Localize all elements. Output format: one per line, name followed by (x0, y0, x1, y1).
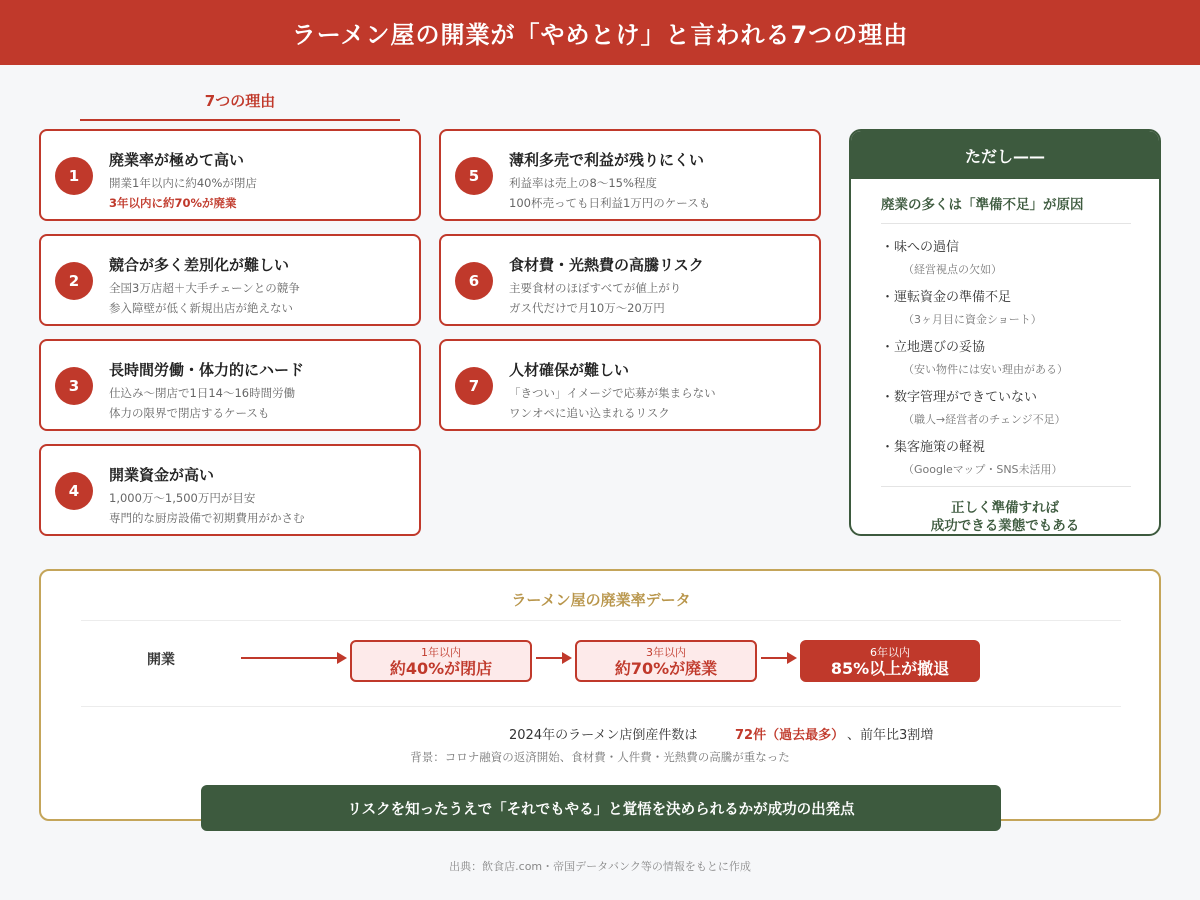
stage-label: 1年以内 (421, 646, 461, 659)
reason-title: 廃業率が極めて高い (109, 151, 245, 169)
reason-number-badge: 2 (55, 262, 93, 300)
divider (881, 486, 1131, 487)
reason-detail: 体力の限界で閉店するケースも (109, 406, 270, 420)
reason-number-badge: 6 (455, 262, 493, 300)
reason-title: 食材費・光熱費の高騰リスク (509, 256, 704, 274)
caveat-item-title: ・運転資金の準備不足 (881, 290, 1012, 305)
bankruptcy-stat-suffix: 、前年比3割増 (847, 728, 934, 743)
stage-value: 約40%が閉店 (389, 659, 493, 678)
flow-start-label: 開業 (147, 652, 175, 668)
flow-stage-6-years (800, 640, 980, 682)
reason-detail: ワンオペに追い込まれるリスク (509, 406, 670, 420)
caveat-item (881, 436, 1141, 477)
stage-value: 約70%が廃業 (614, 659, 718, 678)
caveat-item-title: ・集客施策の軽視 (881, 440, 986, 455)
stage-value: 85%以上が撤退 (830, 659, 950, 678)
reason-title: 開業資金が高い (109, 466, 215, 484)
caveat-item-title: ・立地選びの妥協 (881, 340, 986, 355)
reason-detail: 開業1年以内に約40%が閉店 (109, 176, 257, 190)
reason-detail: 100杯売っても日利益1万円のケースも (509, 196, 711, 210)
caveat-conclusion-line: 正しく準備すれば (951, 500, 1059, 516)
flow-stage-1-year (350, 640, 532, 682)
caveat-item-title: ・数字管理ができていない (881, 390, 1038, 405)
caveat-panel (849, 129, 1161, 536)
reason-card-1 (39, 129, 421, 221)
reason-card-3 (39, 339, 421, 431)
reason-title: 人材確保が難しい (509, 361, 630, 379)
caveat-item-note: （Googleマップ・SNS未活用） (903, 463, 1063, 476)
reason-number-badge: 7 (455, 367, 493, 405)
reason-detail: 全国3万店超＋大手チェーンとの競争 (109, 281, 300, 295)
stage-label: 3年以内 (646, 646, 686, 659)
caveat-item-note: （経営視点の欠如） (903, 263, 1002, 276)
caveat-item-note: （3ヶ月目に資金ショート） (903, 313, 1042, 326)
flow-stage-3-years (575, 640, 757, 682)
reason-detail: 仕込み〜閉店で1日14〜16時間労働 (109, 386, 296, 400)
bankruptcy-stat-highlight: 72件（過去最多） (735, 728, 845, 743)
reason-number-badge: 3 (55, 367, 93, 405)
page-title: ラーメン屋の開業が「やめとけ」と言われる7つの理由 (291, 21, 909, 49)
caveat-item-note: （職人→経営者のチェンジ不足） (903, 413, 1066, 426)
caveat-panel-subtitle: 廃業の多くは「準備不足」が原因 (881, 193, 1131, 224)
caveat-item (881, 236, 1141, 277)
reason-number-badge: 1 (55, 157, 93, 195)
reason-number-badge: 4 (55, 472, 93, 510)
data-box-title: ラーメン屋の廃業率データ (81, 589, 1121, 621)
reason-detail: 「きつい」イメージで応募が集まらない (509, 386, 716, 400)
reason-detail: 主要食材のほぼすべてが値上がり (509, 281, 682, 295)
reason-detail: 1,000万〜1,500万円が目安 (109, 491, 256, 505)
reason-detail-highlight: 3年以内に約70%が廃業 (109, 196, 237, 210)
reason-card-5 (439, 129, 821, 221)
caveat-item (881, 336, 1141, 377)
reason-title: 競合が多く差別化が難しい (109, 256, 290, 274)
reason-card-7 (439, 339, 821, 431)
reason-title: 長時間労働・体力的にハード (109, 361, 305, 379)
flow-arrow (241, 657, 345, 659)
flow-arrow (761, 657, 795, 659)
bankruptcy-stat-prefix: 2024年のラーメン店倒産件数は (509, 728, 698, 743)
caveat-item-note: （安い物件には安い理由がある） (903, 363, 1068, 376)
caveat-item (881, 386, 1141, 427)
reason-card-6 (439, 234, 821, 326)
source-footnote: 出典：飲食店.com・帝国データバンク等の情報をもとに作成 (449, 860, 751, 873)
divider (81, 706, 1121, 707)
caveat-item (881, 286, 1141, 327)
reason-detail: 参入障壁が低く新規出店が絶えない (109, 301, 293, 315)
key-message-banner: リスクを知ったうえで「それでもやる」と覚悟を決められるかが成功の出発点 (201, 785, 1001, 831)
reason-title: 薄利多売で利益が残りにくい (509, 151, 705, 169)
reason-card-2 (39, 234, 421, 326)
reasons-section-title: 7つの理由 (80, 90, 400, 121)
background-note: 背景：コロナ融資の返済開始、食材費・人件費・光熱費の高騰が重なった (410, 750, 790, 764)
reason-detail: 専門的な厨房設備で初期費用がかさむ (109, 511, 305, 525)
reason-detail: ガス代だけで月10万〜20万円 (509, 301, 665, 315)
closure-rate-data-box (39, 569, 1161, 821)
reason-card-4 (39, 444, 421, 536)
caveat-conclusion (851, 499, 1159, 535)
reason-number-badge: 5 (455, 157, 493, 195)
caveat-panel-title: ただし—— (851, 131, 1159, 179)
reason-detail: 利益率は売上の8〜15%程度 (509, 176, 657, 190)
caveat-item-title: ・味への過信 (881, 240, 960, 255)
stage-label: 6年以内 (870, 646, 910, 659)
page-header (0, 0, 1200, 65)
flow-arrow (536, 657, 570, 659)
caveat-conclusion-line: 成功できる業態でもある (930, 518, 1080, 534)
